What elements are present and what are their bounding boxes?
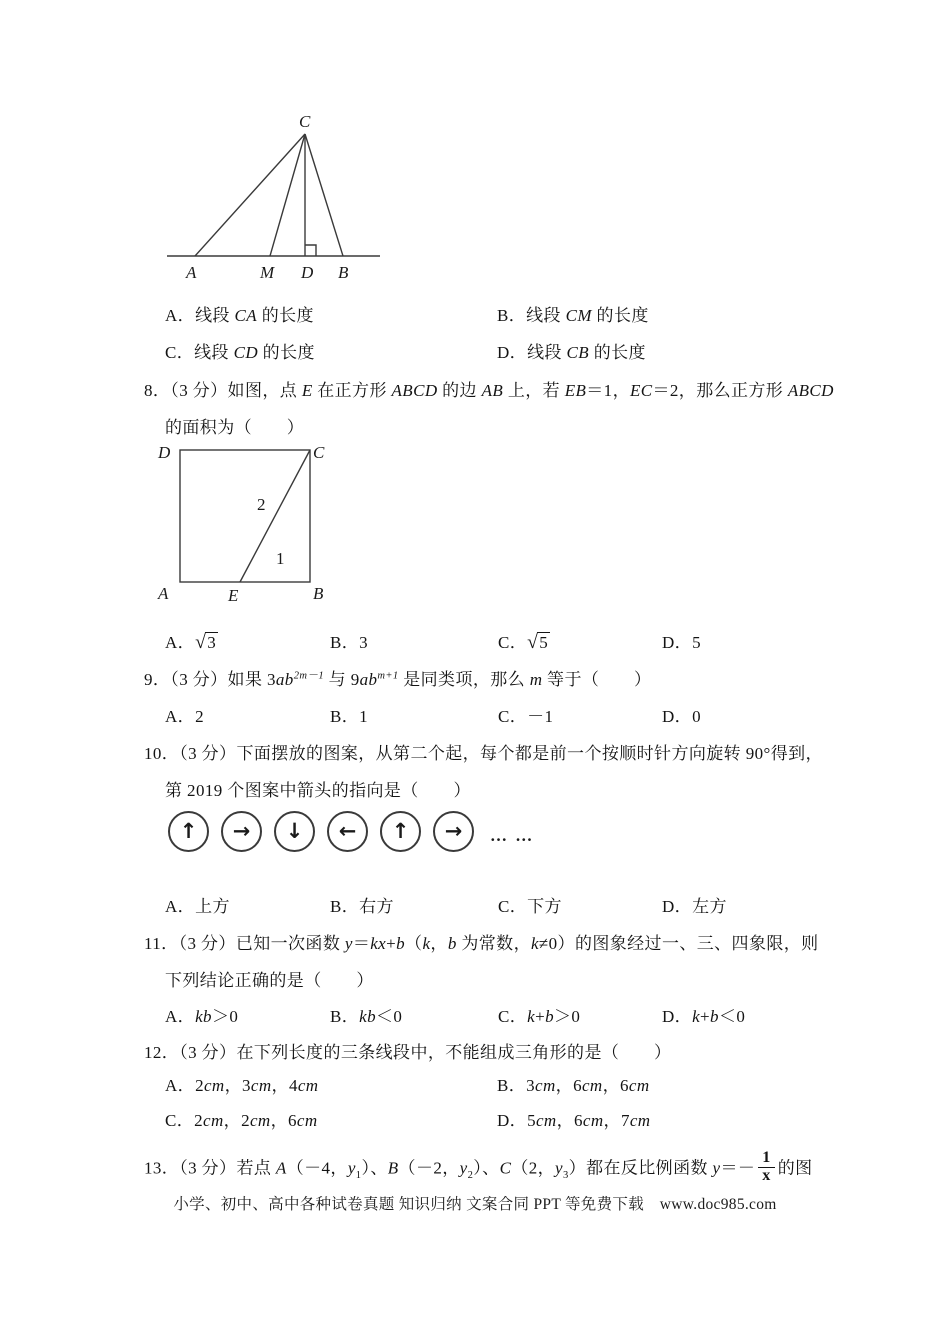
site-footer: 小学、初中、高中各种试卷真题 知识归纳 文案合同 PPT 等免费下载 www.doc985.com [173, 1196, 777, 1213]
triangle-side-cb [305, 134, 343, 256]
q10-option-b: B．右方 [330, 897, 394, 916]
right-arrow-icon: → [232, 819, 251, 843]
point-label-a: A [186, 263, 197, 282]
up-arrow-icon: ↑ [179, 819, 198, 843]
point-label-d: D [301, 263, 314, 282]
q10-text-line-2: 第 2019 个图案中箭头的指向是（ ） [165, 781, 471, 800]
point-label-c: C [299, 112, 311, 131]
q11-option-b: B．kb＜0 [330, 1007, 403, 1026]
q10-option-d: D．左方 [662, 897, 727, 916]
q7-option-a: A．线段 CA 的长度 [165, 306, 314, 325]
down-arrow-icon: ↓ [285, 819, 304, 843]
arrow-circle-5 [380, 811, 421, 852]
q12-option-c: C．2cm，2cm，6cm [165, 1111, 318, 1130]
q11-text-line-1: 11．（3 分）已知一次函数 y＝kx+b（k，b 为常数，k≠0）的图象经过一、三、四象限，则 [144, 934, 819, 953]
q12-option-d: D．5cm，6cm，7cm [497, 1111, 651, 1130]
q12-text-line: 12．（3 分）在下列长度的三条线段中，不能组成三角形的是（ ） [144, 1043, 672, 1062]
square-label-d: D [158, 443, 171, 462]
arrow-pattern-figure [168, 811, 534, 852]
q9-text-line: 9．（3 分）如果 $3ab^{2m-1}$ 与 $9ab^{m+1}$ 是同类项，那么 m 等于（ ） [144, 670, 652, 689]
square-label-b: B [313, 584, 324, 603]
arrow-circle-4 [327, 811, 368, 852]
q11-text-line-2: 下列结论正确的是（ ） [165, 971, 374, 990]
arrow-circle-6 [433, 811, 474, 852]
q9-option-a: A．2 [165, 707, 204, 726]
q8-option-d: D．5 [662, 633, 701, 652]
q10-text-line-1: 10．（3 分）下面摆放的图案，从第二个起，每个都是前一个按顺时针方向旋转 90°得到， [144, 744, 823, 763]
arrow-circle-2 [221, 811, 262, 852]
square-figure [150, 436, 345, 611]
q10-option-c: C．下方 [498, 897, 562, 916]
q8-option-b: B．3 [330, 633, 369, 652]
triangle-median-cm [270, 134, 305, 256]
square-label-a: A [158, 584, 169, 603]
point-label-b: B [338, 263, 349, 282]
arrow-circle-3 [274, 811, 315, 852]
q10-option-a: A．上方 [165, 897, 230, 916]
sequence-ellipsis: … … [490, 825, 535, 845]
q7-option-d: D．线段 CB 的长度 [497, 343, 646, 362]
left-arrow-icon: ← [338, 819, 357, 843]
q13-text-line: 13．（3 分）若点 A（－4，$y_1$）、B（－2，$y_2$）、C（2，$y_3$）都在反比例函数 y＝－ $\frac{1}{x}$ 的图 [144, 1149, 813, 1184]
q8-text-line-2: 的面积为（ ） [165, 418, 305, 437]
q9-option-b: B．1 [330, 707, 369, 726]
q7-option-c: C．线段 CD 的长度 [165, 343, 315, 362]
arrow-circle-1 [168, 811, 209, 852]
up-arrow-icon: ↑ [391, 819, 410, 843]
q8-option-c: C． √ 5 [498, 632, 549, 653]
q11-option-a: A．kb＞0 [165, 1007, 239, 1026]
right-arrow-icon: → [444, 819, 463, 843]
square-label-e: E [228, 586, 239, 605]
triangle-figure [160, 100, 390, 290]
q8-text-line-1: 8．（3 分）如图，点 E 在正方形 ABCD 的边 AB 上，若 EB＝1，EC＝2，那么正方形 ABCD [144, 381, 834, 400]
q8-option-a: A． √ 3 [165, 632, 217, 653]
q11-option-d: D．k+b＜0 [662, 1007, 746, 1026]
point-label-m: M [260, 263, 275, 282]
square-label-c: C [313, 443, 325, 462]
q9-option-d: D．0 [662, 707, 701, 726]
q11-option-c: C．k+b＞0 [498, 1007, 581, 1026]
q12-option-b: B．3cm，6cm，6cm [497, 1076, 650, 1095]
length-label-eb: 1 [276, 549, 285, 568]
length-label-ec: 2 [257, 495, 266, 514]
triangle-side-ca [195, 134, 305, 256]
q9-option-c: C．－1 [498, 707, 554, 726]
q7-option-b: B．线段 CM 的长度 [497, 306, 649, 325]
q12-option-a: A．2cm，3cm，4cm [165, 1076, 319, 1095]
right-angle-mark [305, 245, 316, 256]
square-abcd [180, 450, 310, 582]
segment-ec [240, 450, 310, 582]
